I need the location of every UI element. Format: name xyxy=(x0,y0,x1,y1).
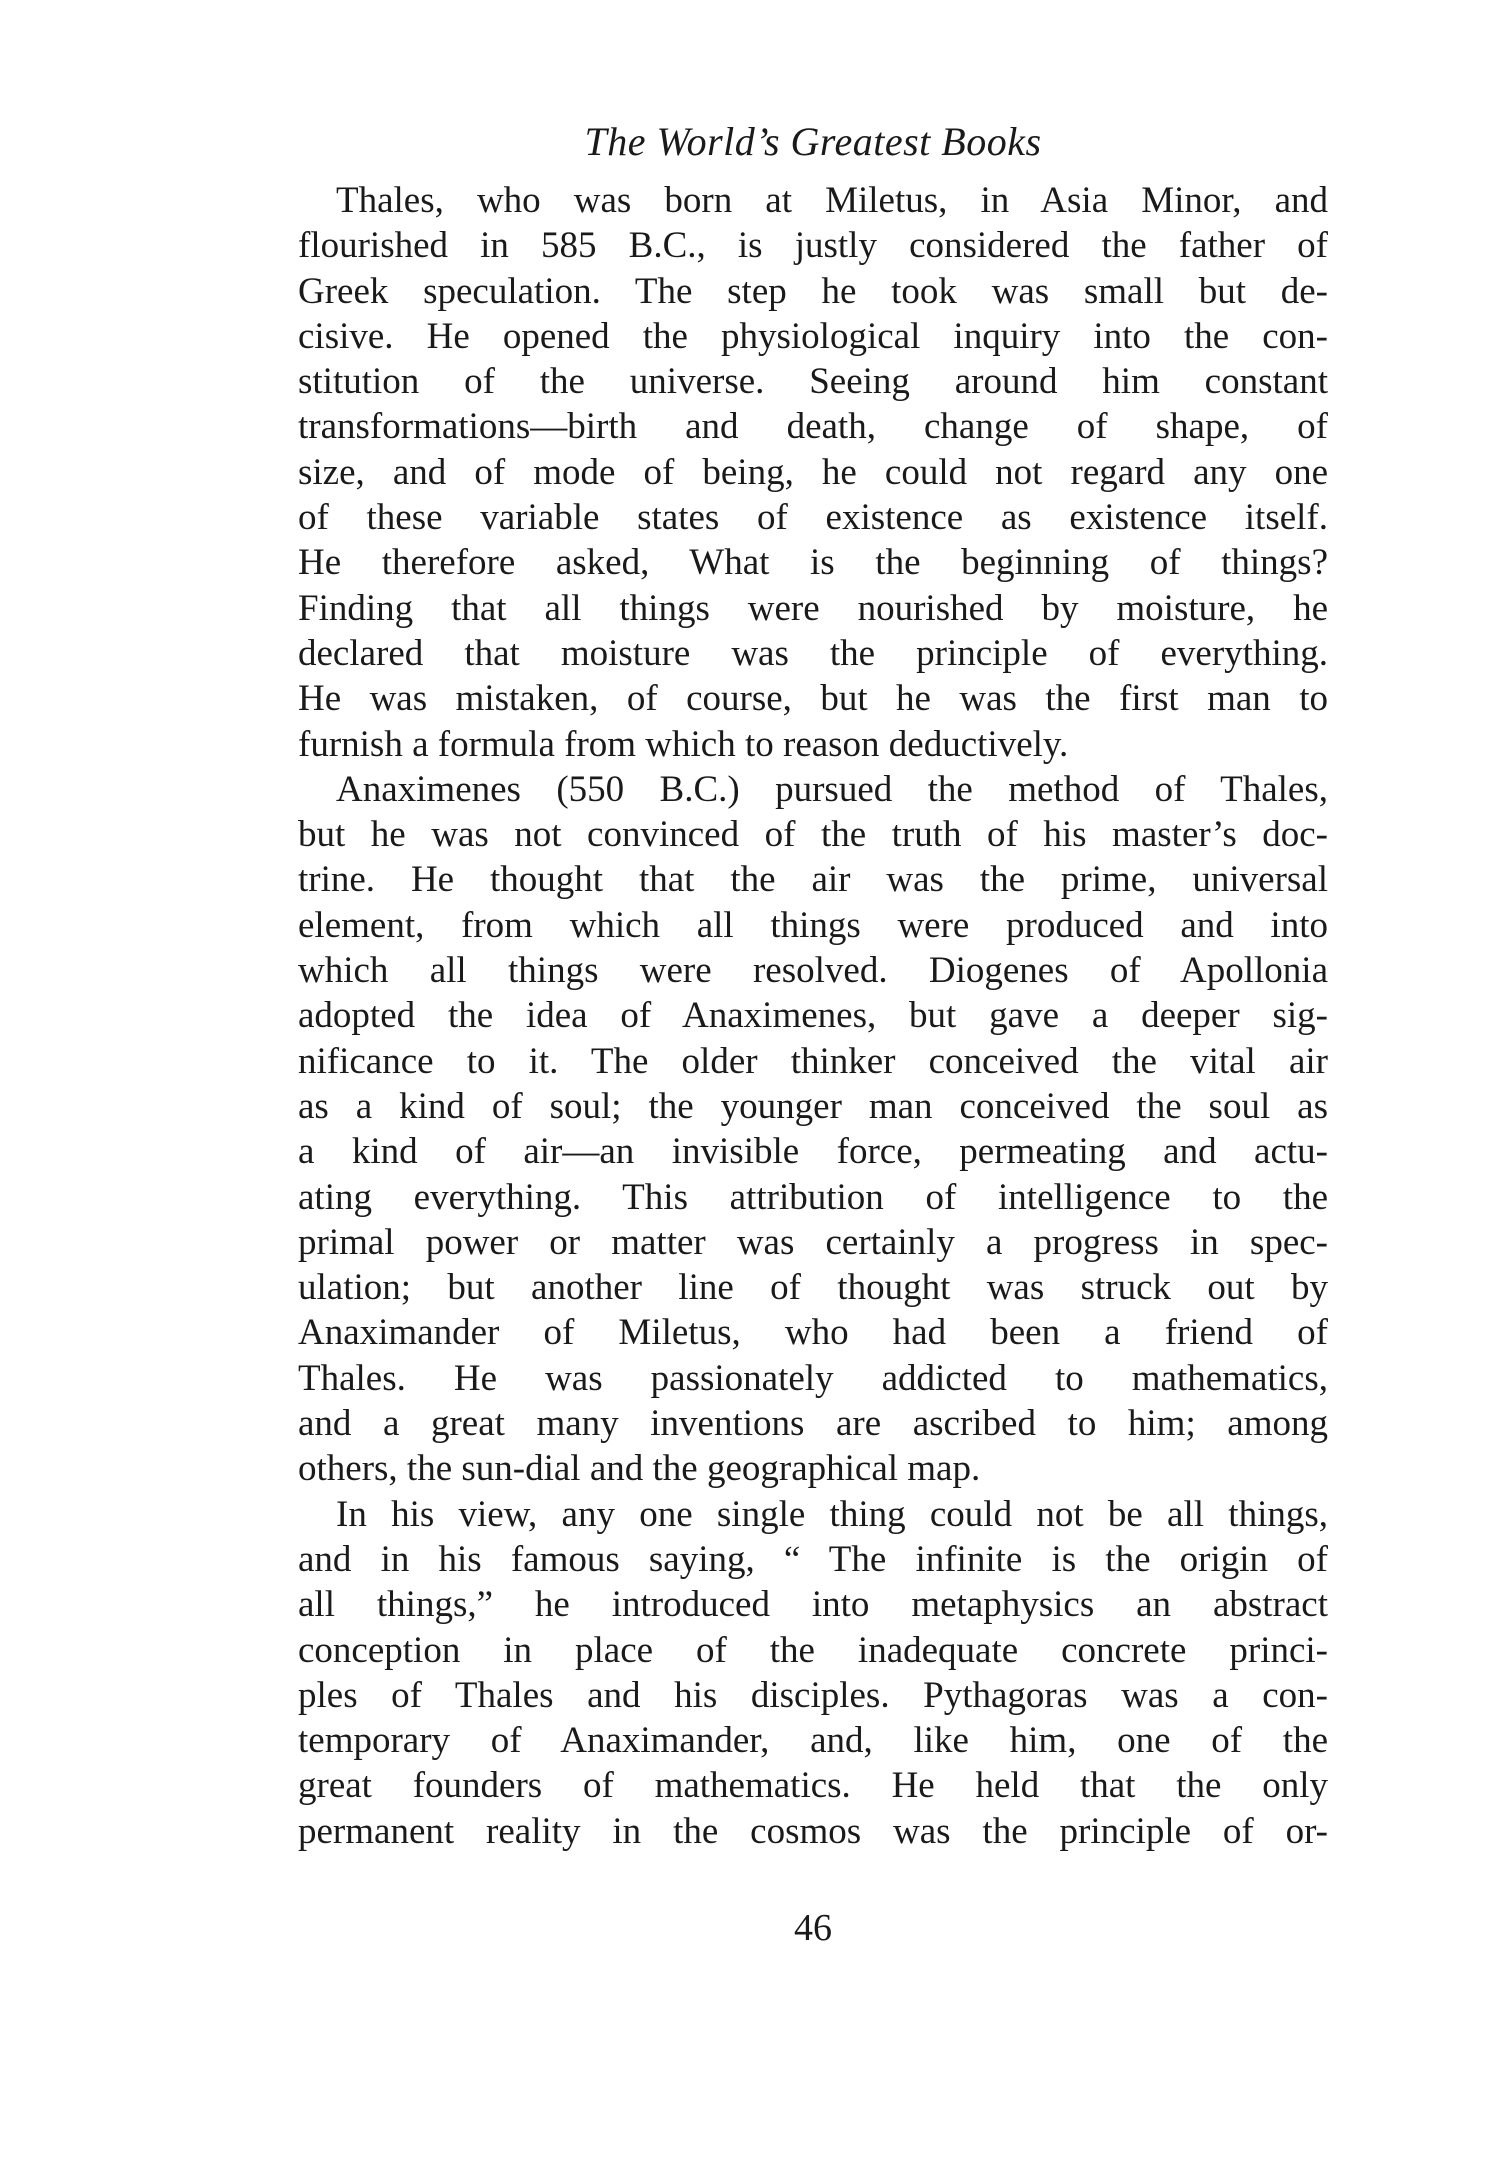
text-line: declared that moisture was the principle of everything. xyxy=(298,632,1328,674)
text-line: flourished in 585 B.C., is justly considered the father of xyxy=(298,225,1328,267)
text-line: all things,” he introduced into metaphysics an abstract xyxy=(298,1584,1328,1626)
body-text xyxy=(298,178,1328,1854)
text-line: Greek speculation. The step he took was small but de- xyxy=(298,270,1328,312)
text-line: size, and of mode of being, he could not regard any one xyxy=(298,451,1328,493)
text-line: stitution of the universe. Seeing around him constant xyxy=(298,361,1328,403)
text-line: conception in place of the inadequate concrete princi- xyxy=(298,1629,1328,1671)
text-line: and a great many inventions are ascribed to him; among xyxy=(298,1403,1328,1445)
text-line: primal power or matter was certainly a progress in spec- xyxy=(298,1221,1328,1263)
text-line: ating everything. This attribution of intelligence to the xyxy=(298,1176,1328,1218)
text-line: element, from which all things were produced and into xyxy=(298,904,1328,946)
text-line: permanent reality in the cosmos was the principle of or- xyxy=(298,1810,1328,1852)
text-line: but he was not convinced of the truth of his master’s doc- xyxy=(298,814,1328,856)
text-line: He was mistaken, of course, but he was the first man to xyxy=(298,678,1328,720)
text-line: trine. He thought that the air was the prime, universal xyxy=(298,859,1328,901)
text-line: ulation; but another line of thought was struck out by xyxy=(298,1267,1328,1309)
text-line: furnish a formula from which to reason deductively. xyxy=(298,723,1069,765)
text-line: transformations—birth and death, change of shape, of xyxy=(298,406,1328,448)
text-line: Thales. He was passionately addicted to mathematics, xyxy=(298,1357,1328,1399)
text-line: Finding that all things were nourished by moisture, he xyxy=(298,587,1328,629)
running-head: The World’s Greatest Books xyxy=(584,119,1042,164)
text-line: In his view, any one single thing could not be all things, xyxy=(336,1493,1328,1535)
page-number: 46 xyxy=(794,1907,832,1949)
text-line: cisive. He opened the physiological inquiry into the con- xyxy=(298,315,1328,357)
text-line: and in his famous saying, “ The infinite is the origin of xyxy=(298,1538,1328,1580)
text-line: of these variable states of existence as existence itself. xyxy=(298,497,1328,539)
text-line: He therefore asked, What is the beginning of things? xyxy=(298,542,1328,584)
text-line: which all things were resolved. Diogenes of Apollonia xyxy=(298,950,1328,992)
text-line: nificance to it. The older thinker conceived the vital air xyxy=(298,1040,1328,1082)
text-line: Thales, who was born at Miletus, in Asia Minor, and xyxy=(336,180,1328,221)
text-line: as a kind of soul; the younger man conceived the soul as xyxy=(298,1085,1328,1127)
text-line: a kind of air—an invisible force, permeating and actu- xyxy=(298,1131,1328,1173)
text-line: Anaximander of Miletus, who had been a friend of xyxy=(298,1312,1328,1354)
text-line: others, the sun-dial and the geographical map. xyxy=(298,1448,981,1490)
text-line: temporary of Anaximander, and, like him, one of the xyxy=(298,1720,1328,1762)
text-line: great founders of mathematics. He held that the only xyxy=(298,1765,1328,1807)
text-line: adopted the idea of Anaximenes, but gave a deeper sig- xyxy=(298,995,1328,1037)
text-line: Anaximenes (550 B.C.) pursued the method of Thales, xyxy=(336,768,1328,810)
text-line: ples of Thales and his disciples. Pythagoras was a con- xyxy=(298,1674,1328,1716)
